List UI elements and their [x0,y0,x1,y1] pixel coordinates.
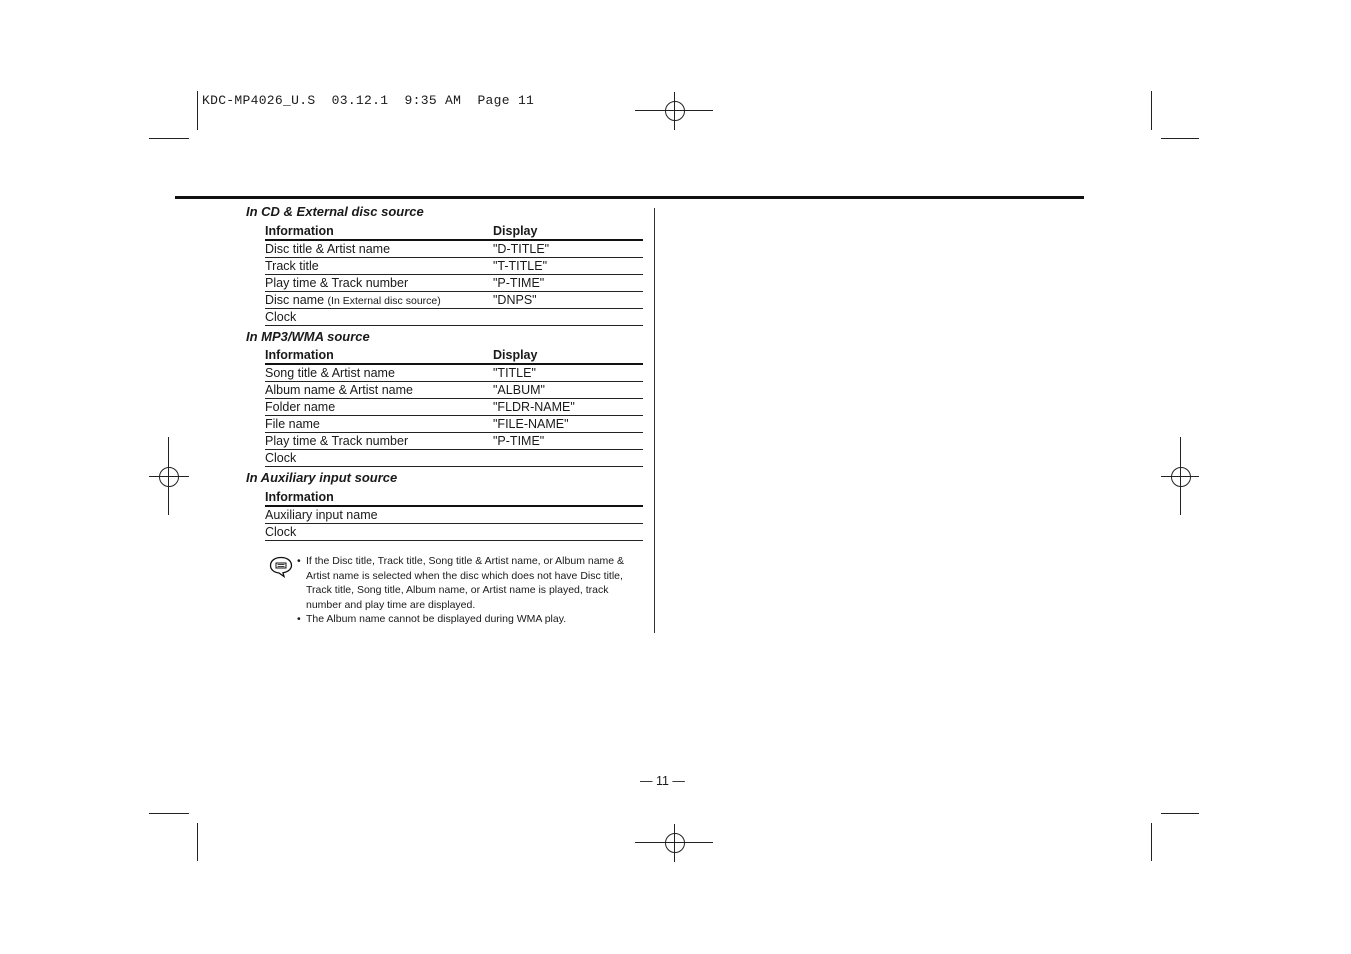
page-number: — 11 — [640,774,685,788]
section-title-mp3: In MP3/WMA source [246,329,370,344]
table-header: Information Display [265,347,643,365]
table-row: Clock [265,309,643,326]
table-header: Information Display [265,223,643,241]
note-item: • The Album name cannot be displayed during WMA play. [297,613,567,625]
table-row: Song title & Artist name "TITLE" [265,365,643,382]
notes [297,554,642,627]
table-row: Auxiliary input name [265,507,643,524]
table-row: Folder name "FLDR-NAME" [265,399,643,416]
table-header: Information [265,489,643,507]
table-row: Disc name (In External disc source) "DNPS" [265,292,643,309]
note-icon [269,556,293,578]
section-title-aux: In Auxiliary input source [246,470,398,485]
table-aux [265,489,643,541]
table-mp3 [265,347,643,467]
table-row: Play time & Track number "P-TIME" [265,275,643,292]
table-row: File name "FILE-NAME" [265,416,643,433]
table-cd [265,223,643,326]
section-title-cd: In CD & External disc source [246,204,424,219]
note-item: • If the Disc title, Track title, Song title & Artist name, or Album name & Artist name is selected when the disc which does not have Disc title, Track title, Song title, Album name, or Artist name is played, track number and play time are displayed. [297,555,625,611]
table-row: Play time & Track number "P-TIME" [265,433,643,450]
table-row: Disc title & Artist name "D-TITLE" [265,241,643,258]
table-row: Album name & Artist name "ALBUM" [265,382,643,399]
table-row: Clock [265,450,643,467]
column-divider [654,208,655,633]
table-row: Clock [265,524,643,541]
print-header: KDC-MP4026_U.S 03.12.1 9:35 AM Page 11 [202,93,535,108]
table-row: Track title "T-TITLE" [265,258,643,275]
top-rule [175,196,1084,199]
